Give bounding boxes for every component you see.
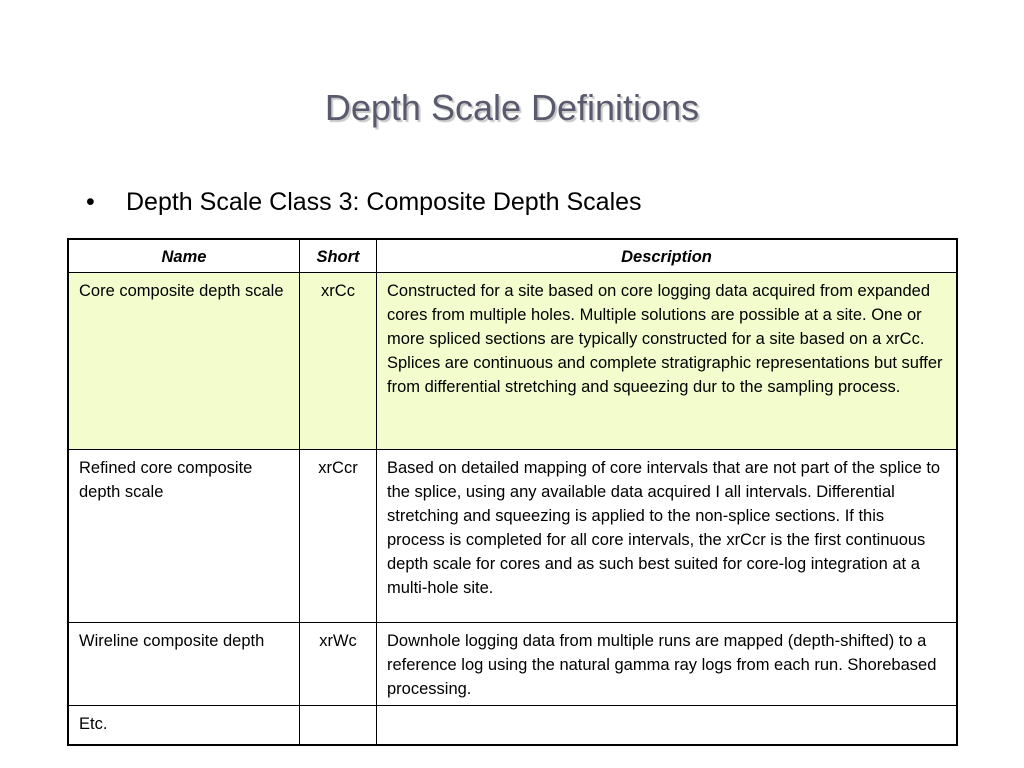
bullet-text: Depth Scale Class 3: Composite Depth Scales: [126, 188, 642, 216]
table-header-row: [68, 239, 957, 273]
cell-short: [300, 706, 377, 746]
cell-short: xrWc: [300, 623, 377, 706]
cell-description: Downhole logging data from multiple runs are mapped (depth-shifted) to a reference log using the natural gamma ray logs from each run. Shorebased processing.: [377, 623, 958, 706]
cell-description: [377, 706, 958, 746]
column-header-name: Name: [68, 239, 300, 273]
table-row: [68, 273, 957, 450]
cell-name: Wireline composite depth: [68, 623, 300, 706]
table-row: [68, 706, 957, 746]
slide-title: Depth Scale Definitions: [324, 87, 700, 128]
column-header-short: Short: [300, 239, 377, 273]
cell-description: Based on detailed mapping of core intervals that are not part of the splice to the splice, using any available data acquired I all intervals. Differential stretching and squeezing is applied to the non-splice sections. If this process is completed for all core intervals, the xrCcr is the first continuous depth scale for cores and as such best suited for core-log integration at a multi-hole site.: [377, 450, 958, 623]
cell-short: xrCc: [300, 273, 377, 450]
bullet-item: [86, 186, 642, 218]
cell-description: Constructed for a site based on core logging data acquired from expanded cores from multiple holes. Multiple solutions are possible at a site. One or more spliced sections are typically constructed for a site based on a xrCc. Splices are continuous and complete stratigraphic representations but suffer from differential stretching and squeezing dur to the sampling process.: [377, 273, 958, 450]
column-header-description: Description: [377, 239, 958, 273]
table-row: [68, 623, 957, 706]
cell-name: Core composite depth scale: [68, 273, 300, 450]
bullet-marker: •: [86, 188, 95, 216]
cell-name: Etc.: [68, 706, 300, 746]
table-row: [68, 450, 957, 623]
cell-short: xrCcr: [300, 450, 377, 623]
cell-name: Refined core composite depth scale: [68, 450, 300, 623]
depth-scale-table: [67, 238, 958, 746]
